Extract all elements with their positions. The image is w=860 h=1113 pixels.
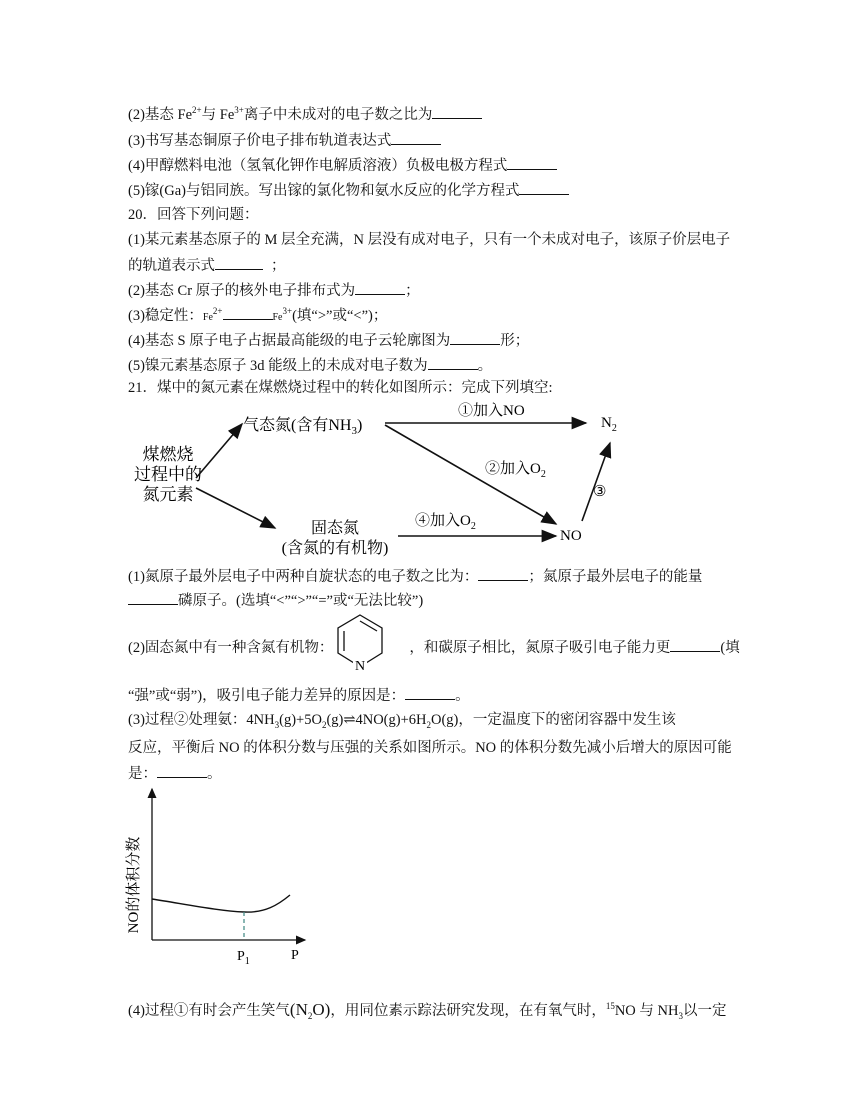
q19-part4: (4)甲醇燃料电池（氢氧化钾作电解质溶液）负极电极方程式 xyxy=(128,155,557,176)
answer-blank xyxy=(519,180,569,195)
answer-blank xyxy=(670,637,720,652)
answer-blank xyxy=(507,155,557,170)
q19-part2: (2)基态 $Fe^{2+}$与 $Fe^{3+}$离子中未成对的电子数之比为 xyxy=(128,104,482,125)
diagram-source-line1: 煤燃烧 xyxy=(142,445,194,464)
diagram-solid-line2: (含氮的有机物) xyxy=(281,540,389,557)
diagram-no: NO xyxy=(560,528,582,544)
diagram-source-line3: 氮元素 xyxy=(142,485,194,504)
answer-blank xyxy=(450,330,500,345)
diagram-source-line2: 过程中的 xyxy=(134,465,202,484)
q20-part1-line1: (1)某元素基态原子的 M 层全充满，N 层没有成对电子，只有一个未成对电子，该原子价层电子 xyxy=(128,232,731,248)
diagram-solid-line1: 固态氮 xyxy=(310,520,360,537)
q20-part1-line2: 的轨道表示式 ； xyxy=(128,255,286,276)
q21-part2-line2: “强”或“弱”)，吸引电子能力差异的原因是： 。 xyxy=(128,685,470,706)
arrow-source-to-gas xyxy=(196,424,242,478)
diagram-arrow4-label: ④加入$O_2$ xyxy=(415,513,476,532)
answer-blank xyxy=(157,763,207,778)
answer-blank xyxy=(428,355,478,370)
answer-blank xyxy=(128,590,178,605)
q21-part4-line1: (4)过程①有时会产生笑气$(N_2O)$，用同位素示踪法研究发现，在有氧气时，$^{15}$NO 与 $NH_3$以一定 xyxy=(128,1000,727,1021)
reaction-equation: $4NH_3(g)+5O_2(g)\rightleftharpoons 4NO(g)+6H_2O(g)$ xyxy=(246,712,459,730)
q20-part4: (4)基态 S 原子电子占据最高能级的电子云轮廓图为 形； xyxy=(128,330,529,351)
diagram-arrow2-label: ②加入$O_2$ xyxy=(485,461,546,480)
diagram-arrow1-label: ①加入NO xyxy=(458,403,525,419)
q21-part3-line3: 是： 。 xyxy=(128,763,222,784)
pyridine-structure xyxy=(331,612,391,676)
q21-part1-line1: (1)氮原子最外层电子中两种自旋状态的电子数之比为： ；氮原子最外层电子的能量 xyxy=(128,566,702,587)
q20-part3: (3)稳定性：$Fe^{2+}Fe^{3+}$(填“>”或“<”)； xyxy=(128,306,388,324)
answer-blank xyxy=(223,305,273,320)
answer-blank xyxy=(432,104,482,119)
chart-x-label: P xyxy=(291,948,299,963)
answer-blank xyxy=(215,255,263,270)
no-fraction-curve xyxy=(152,895,290,912)
q20-title: 20．回答下列问题： xyxy=(128,207,259,223)
diagram-n2: $N_2$ xyxy=(601,415,617,434)
q21-part1-line2: 磷原子。(选填“<”“>”“=”或“无法比较”) xyxy=(128,590,423,611)
q19-part5: (5)镓(Ga)与铝同族。写出镓的氯化物和氨水反应的化学方程式 xyxy=(128,180,569,201)
chart-p1-label: $P_1$ xyxy=(237,949,250,967)
answer-blank xyxy=(391,130,441,145)
diagram-arrow3-label: ③ xyxy=(593,484,607,500)
answer-blank xyxy=(478,566,528,581)
answer-blank xyxy=(405,685,455,700)
q19-part3: (3)书写基态铜原子价电子排布轨道表达式 xyxy=(128,130,441,151)
q21-title: 21．煤中的氮元素在煤燃烧过程中的转化如图所示：完成下列填空: xyxy=(128,380,553,396)
q21-part2-line1: (2)固态氮中有一种含氮有机物： ，和碳原子相比，氮原子吸引电子能力更 (填 xyxy=(128,637,740,658)
q20-part2: (2)基态 Cr 原子的核外电子排布式为 ； xyxy=(128,280,420,301)
no-fraction-pressure-chart xyxy=(120,783,320,968)
diagram-gas-nitrogen: 气态氮(含有$NH_3$) xyxy=(243,417,363,437)
q21-part3-line2: 反应，平衡后 NO 的体积分数与压强的关系如图所示。NO 的体积分数先减小后增大的原因可能 xyxy=(128,740,732,756)
q21-part3-line1: (3)过程②处理氨：$4NH_3(g)+5O_2(g)\rightleftharpoons 4NO(g)+6H_2O(g)$，一定温度下的密闭容器中发生该 xyxy=(128,712,676,730)
q20-part5: (5)镍元素基态原子 3d 能级上的未成对电子数为 。 xyxy=(128,355,492,376)
arrow-source-to-solid xyxy=(196,488,275,528)
chart-y-label: NO的体积分数 xyxy=(126,836,142,934)
answer-blank xyxy=(355,280,405,295)
arrow3 xyxy=(582,443,610,521)
pyridine-nitrogen: N xyxy=(354,659,366,674)
nitrogen-conversion-diagram xyxy=(120,398,640,563)
